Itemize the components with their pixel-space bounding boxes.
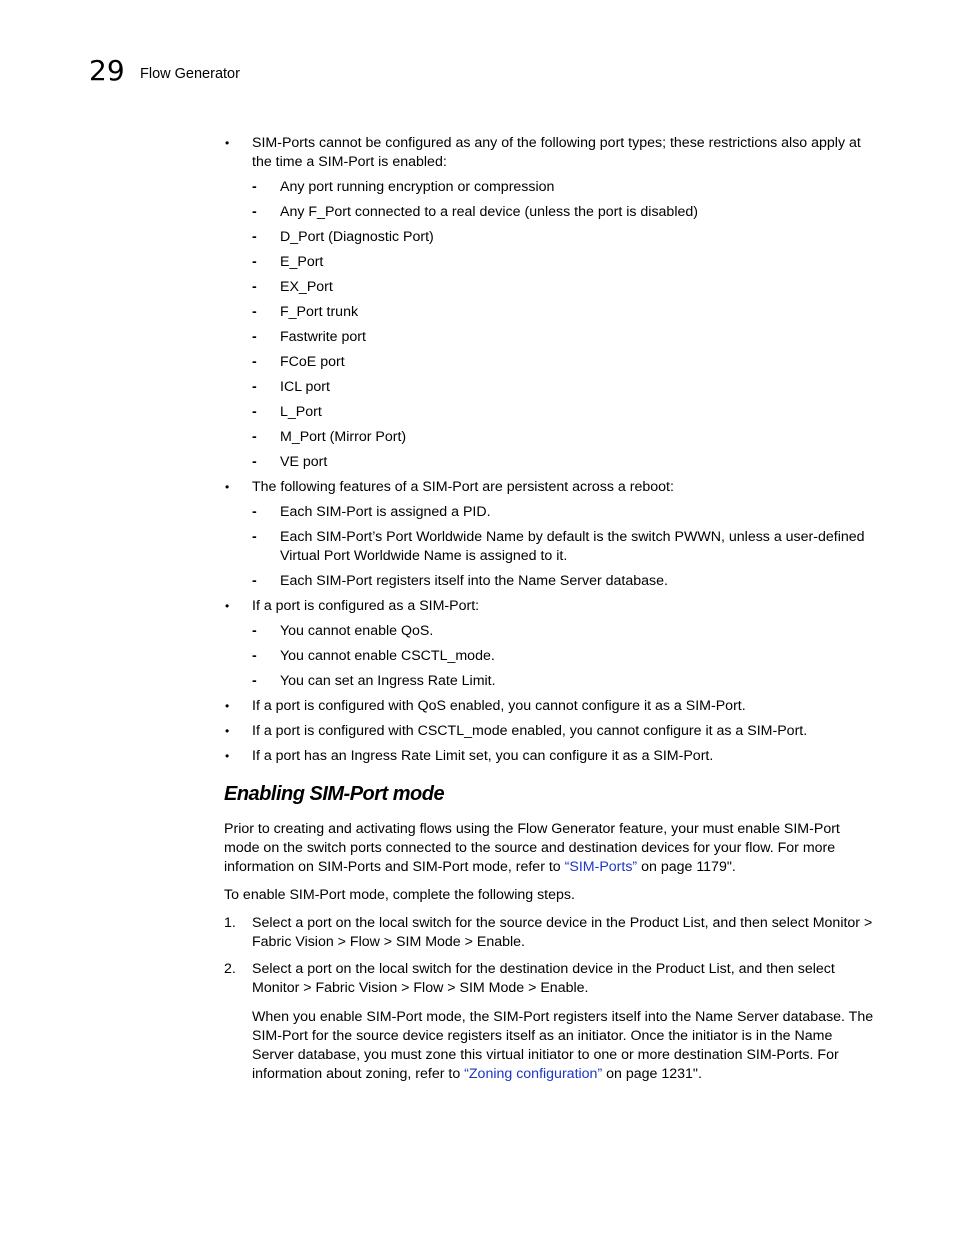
chapter-title: Flow Generator	[140, 66, 240, 82]
step-text: Select a port on the local switch for the destination device in the Product List, and then select	[252, 961, 835, 977]
sim-ports-link[interactable]: “SIM-Ports”	[564, 859, 638, 875]
dash-item-text: Each SIM-Port’s Port Worldwide Name by default is the switch PWWN, unless a user-defined Virtual Port Worldwide Name is assigned to it.	[280, 529, 865, 564]
dash-glyph: -	[252, 454, 257, 470]
bullet-glyph: •	[225, 749, 230, 763]
bullet-item	[224, 747, 874, 766]
page-body	[224, 134, 874, 1093]
intro-page-ref: on page 1179".	[637, 859, 736, 875]
dash-item-text: Each SIM-Port is assigned a PID.	[280, 504, 491, 520]
dash-item-text: E_Port	[280, 254, 324, 270]
bullet-glyph: •	[225, 136, 230, 150]
dash-glyph: -	[252, 229, 257, 245]
bullet-glyph: •	[225, 599, 230, 613]
dash-item	[252, 253, 874, 272]
bullet-item	[224, 597, 874, 691]
dash-glyph: -	[252, 329, 257, 345]
step-text: Select a port on the local switch for the source device in the Product List, and then select	[252, 915, 813, 931]
menu-path: Monitor > Fabric Vision > Flow > SIM Mode > Enable.	[252, 915, 873, 950]
dash-glyph: -	[252, 429, 257, 445]
bullet-text: The following features of a SIM-Port are persistent across a reboot:	[252, 479, 674, 495]
dash-glyph: -	[252, 404, 257, 420]
dash-item-text: M_Port (Mirror Port)	[280, 429, 407, 445]
dash-item	[252, 672, 874, 691]
chapter-number: 29	[89, 54, 125, 87]
dash-item	[252, 278, 874, 297]
dash-item	[252, 503, 874, 522]
bullet-text: SIM-Ports cannot be configured as any of the following port types; these restrictions also apply at the time a SIM-Port is enabled:	[252, 135, 861, 170]
bullet-text: If a port is configured with QoS enabled, you cannot configure it as a SIM-Port.	[252, 698, 746, 714]
step-number: 2.	[224, 961, 236, 977]
dash-item-text: You cannot enable QoS.	[280, 623, 434, 639]
dash-item	[252, 453, 874, 472]
dash-sub-list	[252, 178, 874, 472]
steps-intro: To enable SIM-Port mode, complete the following steps.	[224, 887, 575, 903]
dash-sub-list	[252, 503, 874, 591]
dash-item	[252, 203, 874, 222]
step-number: 1.	[224, 915, 236, 931]
note-page-ref: on page 1231".	[602, 1066, 702, 1082]
dash-glyph: -	[252, 673, 257, 689]
dash-item	[252, 303, 874, 322]
intro-paragraph	[224, 820, 874, 877]
dash-item-text: Fastwrite port	[280, 329, 366, 345]
step-item	[224, 914, 874, 952]
dash-item	[252, 428, 874, 447]
dash-item	[252, 228, 874, 247]
dash-glyph: -	[252, 279, 257, 295]
dash-item-text: FCoE port	[280, 354, 345, 370]
dash-glyph: -	[252, 623, 257, 639]
dash-glyph: -	[252, 573, 257, 589]
dash-item	[252, 403, 874, 422]
dash-sub-list	[252, 622, 874, 691]
dash-item-text: L_Port	[280, 404, 322, 420]
dash-glyph: -	[252, 379, 257, 395]
dash-item-text: Each SIM-Port registers itself into the Name Server database.	[280, 573, 668, 589]
dash-glyph: -	[252, 204, 257, 220]
dash-item-text: Any F_Port connected to a real device (unless the port is disabled)	[280, 204, 698, 220]
step-item	[224, 960, 874, 998]
dash-glyph: -	[252, 179, 257, 195]
bullet-glyph: •	[225, 724, 230, 738]
bullet-item	[224, 722, 874, 741]
section-heading: Enabling SIM-Port mode	[224, 783, 445, 805]
dash-glyph: -	[252, 304, 257, 320]
note-text: When you enable SIM-Port mode, the SIM-Port registers itself into the Name Server database. The SIM-Port for the source device registers itself as an initiator. Once the initiator is in the Name Server database, you must zone this virtual initiator to one or more destination SIM-Ports. For information about zoning, refer to	[252, 1009, 874, 1082]
dash-glyph: -	[252, 648, 257, 664]
bullet-item	[224, 478, 874, 591]
dash-item	[252, 378, 874, 397]
dash-glyph: -	[252, 254, 257, 270]
bullet-item	[224, 697, 874, 716]
dash-item	[252, 647, 874, 666]
bullet-text: If a port has an Ingress Rate Limit set, you can configure it as a SIM-Port.	[252, 748, 714, 764]
bullet-text: If a port is configured as a SIM-Port:	[252, 598, 480, 614]
dash-item	[252, 328, 874, 347]
dash-item-text: EX_Port	[280, 279, 333, 295]
dash-item-text: You cannot enable CSCTL_mode.	[280, 648, 495, 664]
dash-item-text: You can set an Ingress Rate Limit.	[280, 673, 496, 689]
bullet-item	[224, 134, 874, 472]
dash-glyph: -	[252, 504, 257, 520]
step-note-paragraph	[224, 1008, 874, 1084]
dash-item-text: F_Port trunk	[280, 304, 359, 320]
dash-item-text: VE port	[280, 454, 328, 470]
step-list	[224, 914, 874, 998]
restriction-bullet-list	[224, 134, 874, 766]
bullet-text: If a port is configured with CSCTL_mode enabled, you cannot configure it as a SIM-Port.	[252, 723, 808, 739]
dash-item	[252, 622, 874, 641]
dash-glyph: -	[252, 529, 257, 545]
dash-item	[252, 178, 874, 197]
dash-item	[252, 353, 874, 372]
dash-item	[252, 572, 874, 591]
dash-item-text: D_Port (Diagnostic Port)	[280, 229, 434, 245]
dash-glyph: -	[252, 354, 257, 370]
dash-item-text: ICL port	[280, 379, 330, 395]
menu-path: Monitor > Fabric Vision > Flow > SIM Mode > Enable	[252, 980, 585, 996]
bullet-glyph: •	[225, 480, 230, 494]
bullet-glyph: •	[225, 699, 230, 713]
dash-item-text: Any port running encryption or compression	[280, 179, 555, 195]
intro-text: Prior to creating and activating flows using the Flow Generator feature, your must enable SIM-Port mode on the switch ports connected to the source and destination devices for your flow. For more information on SIM-Ports and SIM-Port mode, refer to	[224, 821, 840, 875]
step-trailing: .	[584, 980, 589, 996]
dash-item	[252, 528, 874, 566]
zoning-configuration-link[interactable]: “Zoning configuration”	[464, 1066, 603, 1082]
